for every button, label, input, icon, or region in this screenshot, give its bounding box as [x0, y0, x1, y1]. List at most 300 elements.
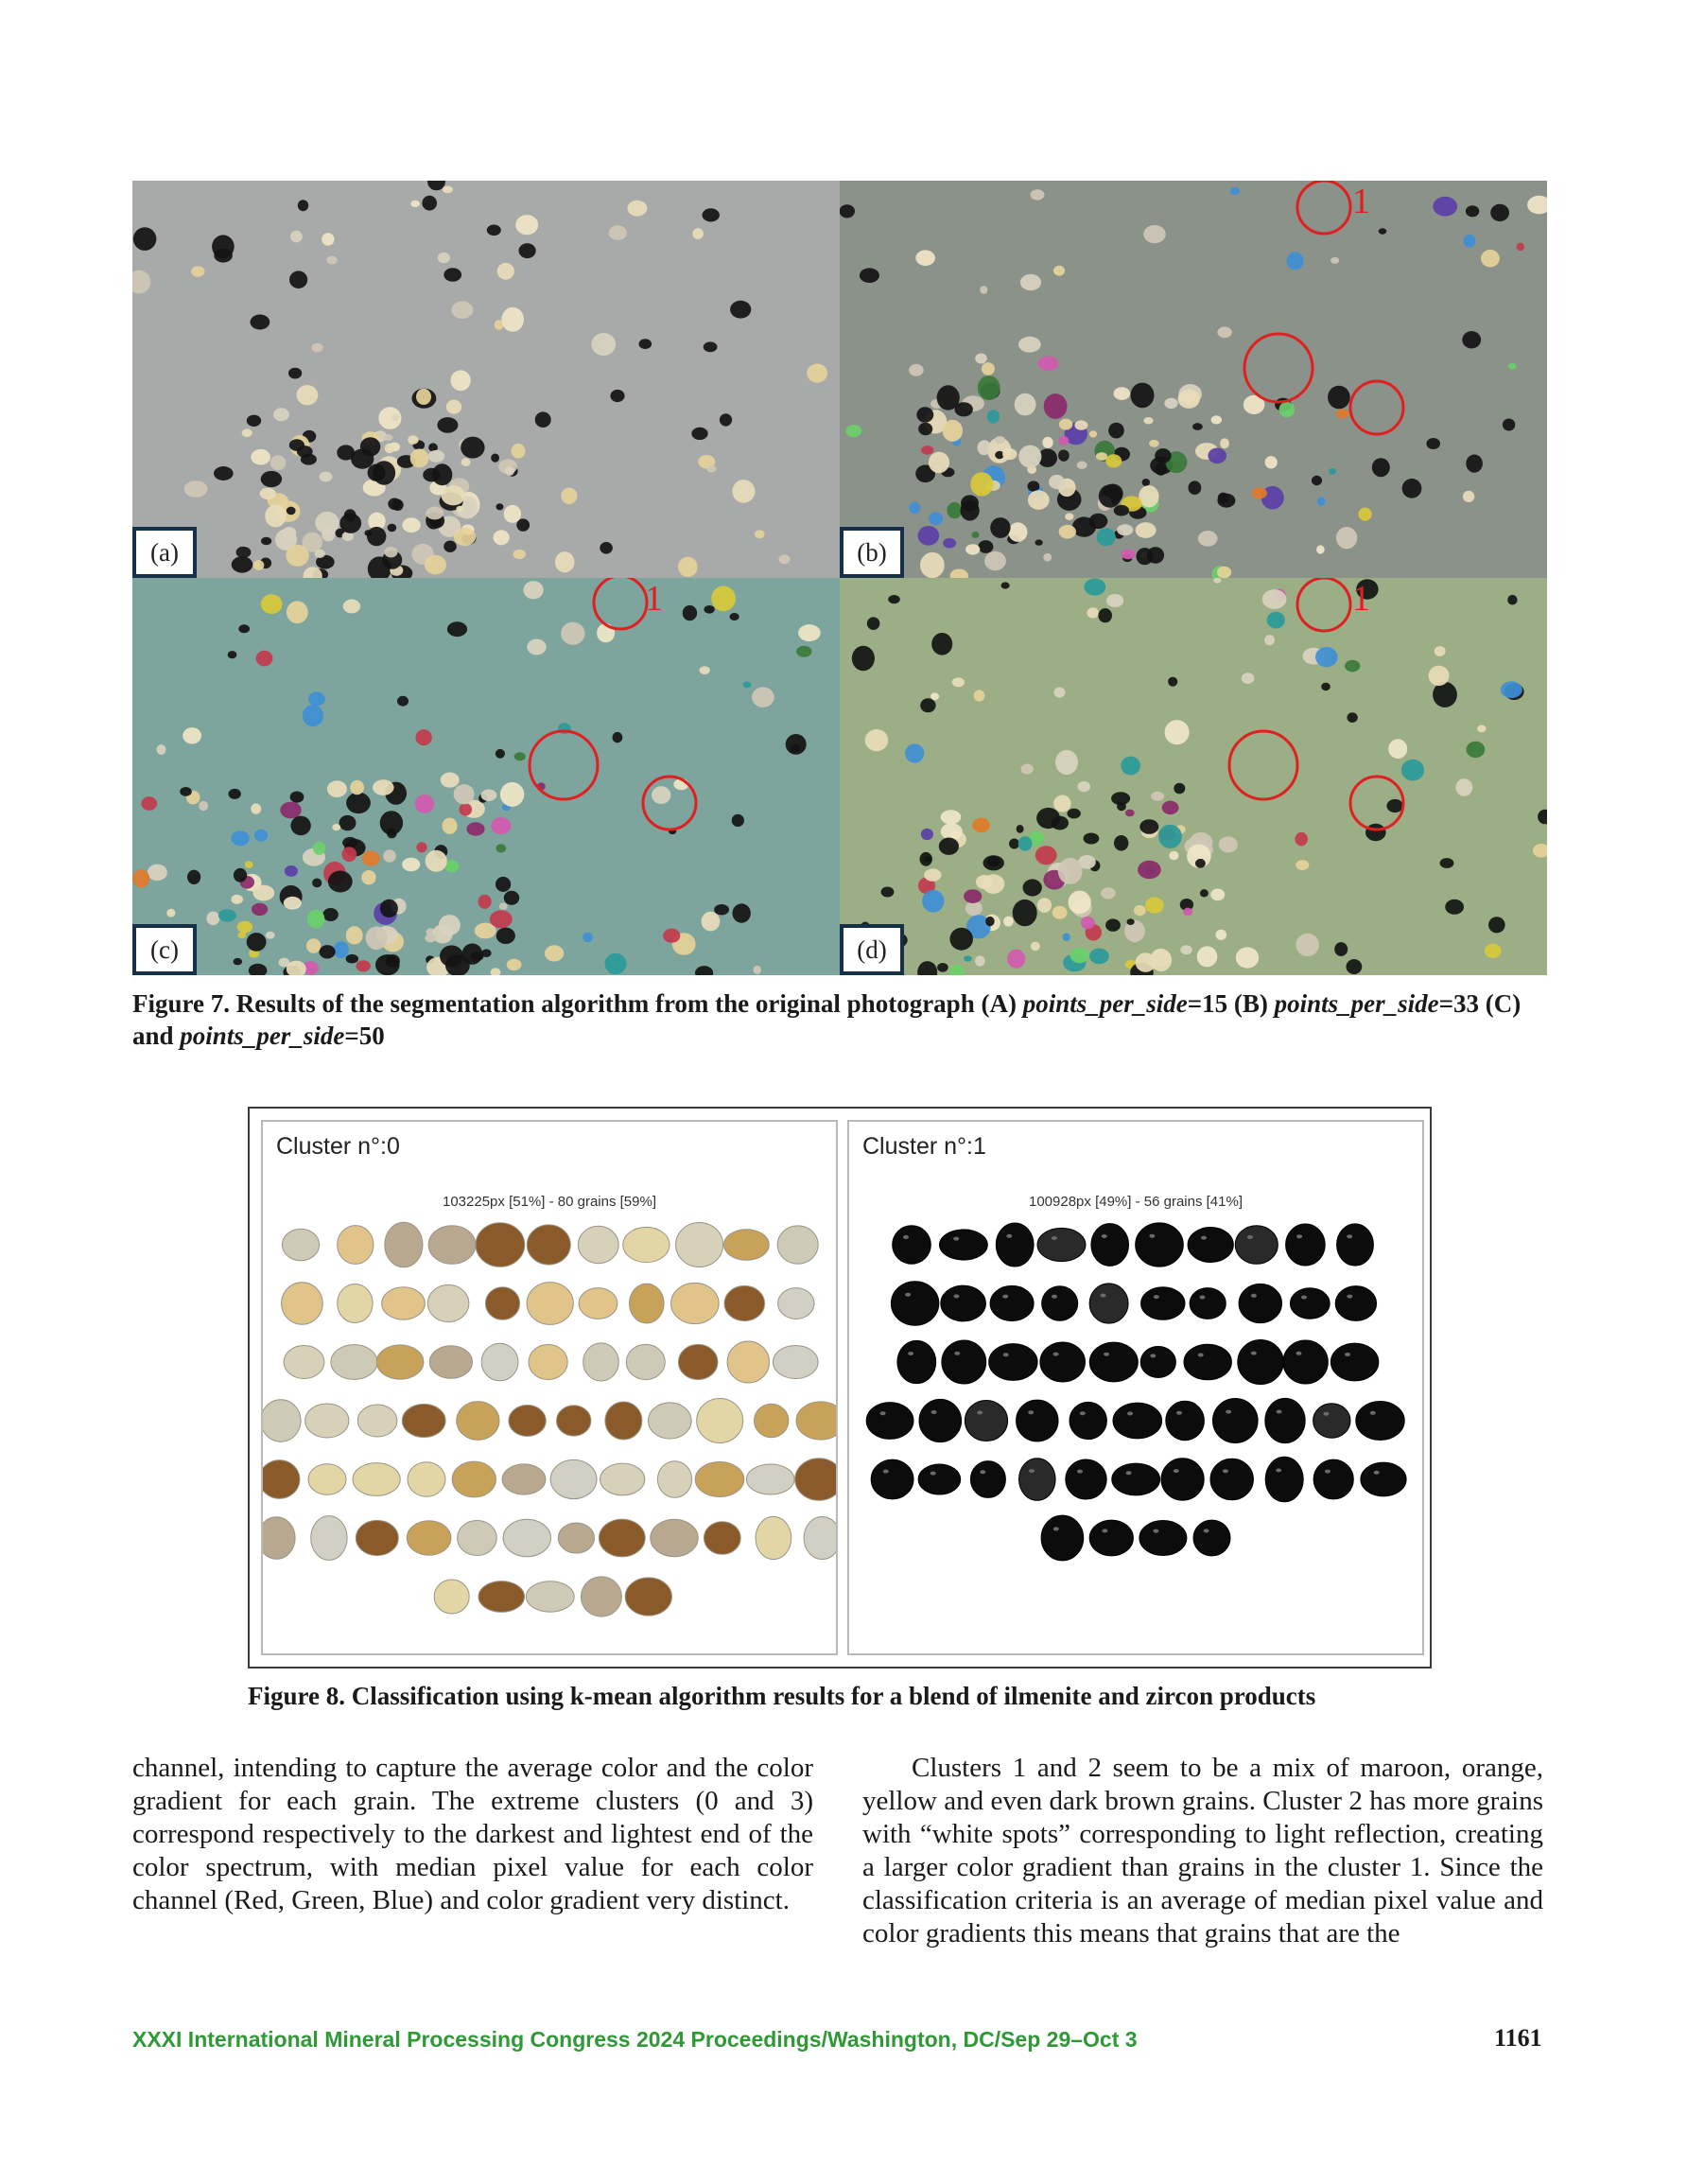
grain [702, 912, 721, 932]
grain [791, 744, 801, 753]
grain [385, 547, 398, 557]
grain [893, 1226, 931, 1264]
grain [1021, 764, 1034, 775]
grain [429, 1346, 472, 1379]
grain [1216, 930, 1227, 940]
grain [183, 727, 201, 743]
grain [428, 1226, 476, 1265]
grain [1137, 548, 1154, 565]
grain [1015, 393, 1036, 416]
grain [307, 910, 325, 929]
grain [496, 928, 515, 944]
grain [1328, 386, 1350, 410]
grain [1001, 582, 1010, 588]
grain [504, 891, 519, 905]
grain-highlight [1003, 1353, 1009, 1356]
grain [245, 861, 253, 868]
grain [605, 953, 627, 974]
grain [229, 789, 241, 799]
grain [373, 779, 394, 795]
grain [583, 1343, 619, 1381]
grain [1265, 1398, 1305, 1442]
grain [692, 228, 704, 239]
grain [461, 437, 484, 459]
panel-label-d: (d) [840, 924, 904, 975]
grain [1096, 452, 1107, 461]
grain [252, 885, 274, 901]
body-paragraph: channel, intending to capture the average color and the color gradient for each grain. The extreme clusters (0 and 3) correspond respectively to the darkest and lightest end of the color spectrum, with median pixel value for each color channel (Red, Green, Blue) and color gradient very distinct. [132, 1753, 813, 1915]
grain [1101, 887, 1116, 899]
grain [937, 963, 948, 972]
grain-highlight [1247, 1235, 1253, 1239]
grain [1038, 356, 1059, 371]
grain [452, 301, 474, 319]
grain [920, 552, 945, 578]
grain-highlight [1347, 1234, 1352, 1238]
grain [1169, 851, 1178, 861]
grain [583, 933, 593, 942]
grain [845, 425, 861, 437]
grain [984, 551, 1006, 570]
grain-highlight [1323, 1412, 1329, 1416]
grain [199, 801, 208, 811]
grain-highlight [980, 1470, 985, 1474]
grain [328, 871, 353, 893]
grain [1252, 487, 1267, 498]
grain [952, 677, 965, 687]
grain [284, 897, 302, 910]
grain [891, 1282, 938, 1326]
panel-c [132, 578, 840, 975]
grain [437, 417, 458, 433]
grain [346, 793, 371, 813]
grain [1210, 889, 1225, 901]
grain [263, 1460, 300, 1499]
grain [555, 551, 575, 572]
panel-label-b: (b) [840, 527, 904, 578]
grain [1081, 917, 1095, 929]
figure-8-caption: Figure 8. Classification using k-mean algorithm results for a blend of ilmenite and zircon products [248, 1682, 1316, 1710]
grain [1031, 189, 1045, 200]
grain [408, 435, 418, 445]
grain [1347, 712, 1357, 723]
grain [265, 504, 287, 527]
grain [1069, 891, 1091, 915]
grain [428, 450, 444, 463]
grain-highlight [1296, 1234, 1302, 1238]
cluster-0-grains [263, 1220, 836, 1636]
grain [339, 815, 357, 830]
grain-highlight [1002, 1295, 1008, 1299]
grain [231, 895, 243, 904]
body-column-right [862, 1752, 1543, 1950]
grain [711, 586, 736, 612]
grain [320, 472, 333, 482]
grain [627, 201, 647, 217]
grain [308, 692, 325, 707]
grain [1105, 454, 1122, 467]
grain [578, 1226, 618, 1263]
grain [451, 370, 471, 391]
grain-highlight [1102, 1234, 1107, 1238]
grain [978, 376, 1000, 400]
grain [509, 1406, 546, 1437]
caption-text: =33 (C) and [132, 989, 1522, 1050]
grain [331, 1345, 377, 1380]
grain [918, 423, 932, 436]
grain-highlight [1053, 1353, 1059, 1356]
grain [166, 909, 175, 917]
grain [513, 550, 526, 559]
grain [343, 600, 360, 614]
grain-highlight [1028, 1410, 1034, 1414]
panel-a [132, 181, 840, 578]
grain-highlight [905, 1293, 911, 1297]
grain [623, 1227, 670, 1262]
grain [918, 526, 940, 546]
grain [342, 837, 357, 848]
grain [990, 517, 1010, 538]
grain [184, 480, 208, 498]
grain [591, 333, 616, 356]
grain [929, 452, 949, 474]
grain [350, 780, 364, 795]
grain-highlight [1296, 1352, 1302, 1355]
grain [305, 1404, 349, 1438]
grain [1217, 567, 1231, 578]
grain [132, 869, 149, 887]
grain [1040, 1342, 1086, 1382]
grain [746, 1464, 794, 1494]
panel-b-image [840, 181, 1547, 578]
grain [346, 954, 358, 964]
grain [743, 681, 752, 688]
grain [865, 729, 889, 751]
grain [1070, 948, 1089, 963]
grain [1037, 1228, 1086, 1261]
grain [526, 1581, 574, 1612]
grain [373, 461, 395, 484]
grain [561, 488, 577, 504]
grain [922, 890, 944, 913]
grain [943, 538, 956, 549]
grain [1402, 479, 1422, 498]
grain [996, 1223, 1034, 1267]
grain [408, 1462, 445, 1497]
cluster-1-panel [847, 1120, 1424, 1655]
grain [754, 966, 762, 974]
grain [1091, 1224, 1129, 1267]
grain [452, 1461, 496, 1497]
grain [1217, 326, 1231, 338]
grain [881, 887, 895, 898]
grain [141, 796, 157, 811]
grain [442, 485, 465, 505]
grain-highlight [1052, 1295, 1057, 1299]
grain [706, 465, 716, 473]
panel-a-image [132, 181, 840, 578]
grain [610, 390, 624, 402]
grain [714, 904, 729, 915]
grain [1044, 393, 1068, 419]
grain [282, 1283, 323, 1324]
grain [1155, 448, 1171, 463]
grain [471, 952, 484, 961]
grain-highlight [1276, 1469, 1281, 1473]
grain-highlight [1200, 1296, 1206, 1300]
grain [947, 502, 962, 518]
grain [1114, 387, 1131, 400]
grain-highlight [883, 1470, 889, 1474]
grain [456, 506, 463, 512]
grain [375, 954, 400, 975]
grain [975, 955, 985, 966]
grain-highlight [1104, 1353, 1109, 1356]
grain [924, 868, 941, 881]
grain [916, 407, 933, 422]
grain [1236, 947, 1259, 968]
grain [1111, 792, 1130, 805]
grain [1440, 858, 1454, 868]
grain [651, 1519, 698, 1556]
grain [214, 466, 234, 480]
grain [410, 201, 420, 207]
grain [919, 1399, 962, 1441]
grain [697, 1399, 743, 1443]
grain [985, 917, 995, 926]
grain [1106, 594, 1123, 607]
grain [1219, 836, 1238, 852]
grain [1208, 448, 1226, 464]
grain [1139, 1521, 1187, 1556]
grain [683, 605, 697, 620]
grain [1180, 945, 1191, 954]
grain [376, 1345, 424, 1379]
grain-highlight [1154, 1295, 1159, 1299]
grain [332, 824, 340, 830]
grain [503, 1519, 550, 1556]
grain [1211, 415, 1222, 424]
grain [752, 687, 774, 708]
grain [1097, 528, 1116, 546]
grain [1007, 950, 1025, 969]
grain [1365, 824, 1386, 841]
grain [671, 1283, 720, 1323]
grain [1053, 795, 1071, 812]
grain [1158, 825, 1182, 848]
grain [649, 1403, 692, 1439]
grain [1122, 550, 1136, 560]
grain [1466, 455, 1483, 473]
grain [972, 818, 989, 833]
grain [1145, 897, 1164, 913]
grain [613, 732, 623, 743]
grain [527, 1225, 570, 1265]
grain [724, 1285, 765, 1320]
grain [1162, 801, 1179, 815]
grain [527, 639, 546, 655]
grain [261, 471, 282, 487]
grain [1433, 197, 1457, 217]
grain [1192, 423, 1203, 430]
grain [1023, 879, 1042, 896]
grain [1042, 1286, 1078, 1321]
grain [609, 225, 627, 240]
grain [496, 877, 511, 892]
caption-param: points_per_side [1274, 989, 1439, 1018]
grain [1121, 757, 1140, 776]
grain [1151, 792, 1164, 801]
grain [657, 1461, 691, 1498]
grain [1429, 666, 1450, 686]
grain [774, 1346, 819, 1379]
grain [313, 842, 325, 855]
grain [924, 856, 931, 862]
grain-highlight [903, 1235, 909, 1239]
grain [476, 1223, 525, 1267]
grain [1230, 187, 1241, 195]
grain [308, 1464, 346, 1495]
grain [605, 1402, 642, 1440]
grain [504, 505, 521, 523]
grain [1155, 463, 1166, 476]
grain [366, 926, 388, 950]
grain [804, 1517, 836, 1560]
grain [676, 1223, 723, 1267]
grain [1151, 949, 1172, 971]
grain [867, 617, 880, 630]
grain-highlight [1101, 1294, 1106, 1298]
grain [1197, 946, 1218, 967]
grain [380, 900, 398, 917]
grain [353, 1463, 400, 1496]
grain [1143, 417, 1153, 424]
grain [260, 488, 276, 499]
panel-b [840, 181, 1547, 578]
panel-label-c: (c) [132, 924, 197, 975]
grain [1037, 898, 1052, 913]
grain [356, 1520, 398, 1555]
grain [298, 200, 308, 211]
grain [943, 420, 963, 442]
grain [266, 932, 275, 939]
grain [1042, 437, 1052, 448]
grain [1077, 462, 1087, 469]
figure-7 [132, 181, 1547, 975]
grain [600, 542, 613, 554]
grain [1379, 228, 1387, 234]
grain [1189, 480, 1202, 495]
grain [443, 186, 453, 194]
grain-highlight [1102, 1529, 1107, 1532]
grain [1262, 589, 1287, 609]
grain [457, 1402, 499, 1441]
grain [1035, 846, 1057, 865]
footer-proceedings: XXXI International Mineral Processing Congress 2024 Proceedings/Washington, DC/Sep 29–Oct 3 [132, 2027, 1138, 2052]
grain [446, 400, 461, 414]
grain [466, 822, 484, 835]
grain [860, 268, 879, 283]
grain [1142, 479, 1150, 486]
grain [384, 434, 393, 441]
grain [514, 752, 526, 760]
grain [287, 507, 296, 515]
grain-highlight [1127, 1411, 1133, 1415]
grain [796, 646, 811, 657]
grain [261, 537, 271, 545]
grain [191, 266, 204, 276]
caption-text: =50 [344, 1022, 385, 1050]
grain [1345, 660, 1360, 673]
grain [1164, 398, 1177, 409]
grain-highlight [1077, 1470, 1083, 1474]
grain [778, 1288, 814, 1319]
grain [931, 633, 952, 655]
grain [730, 301, 751, 319]
grain [639, 339, 652, 349]
grain [974, 690, 985, 701]
grain [383, 849, 395, 863]
grain [1068, 809, 1081, 819]
grain [557, 1406, 591, 1436]
grain [1077, 781, 1090, 792]
grain-highlight [1053, 1527, 1059, 1530]
grain [1462, 331, 1481, 348]
grain [256, 651, 273, 667]
grain [303, 705, 323, 726]
grain [921, 829, 933, 840]
grain-highlight [1374, 1471, 1380, 1475]
grain [795, 1459, 836, 1501]
grain [380, 811, 403, 835]
grain [385, 1222, 423, 1267]
grain [1105, 918, 1121, 931]
grain [497, 263, 514, 280]
grain [1218, 493, 1229, 504]
grain [388, 524, 397, 533]
grain [940, 1230, 988, 1260]
grain [1113, 1403, 1162, 1439]
grain [663, 929, 680, 943]
grain [410, 448, 429, 467]
grain [1321, 683, 1330, 690]
grain [1503, 419, 1515, 431]
grain [625, 1578, 671, 1616]
grain [288, 368, 302, 379]
grain [1002, 448, 1017, 460]
grain [1166, 1401, 1205, 1440]
grain [724, 1230, 770, 1261]
grain [157, 744, 166, 755]
grain [481, 790, 497, 801]
marker-label: 1 [645, 579, 663, 619]
grain-highlight [930, 1472, 936, 1476]
grain [1195, 859, 1206, 868]
grain [496, 749, 505, 759]
grain [311, 343, 322, 352]
grain [626, 1344, 665, 1379]
grain [425, 555, 446, 575]
grain [1141, 1287, 1185, 1320]
grain [1356, 1402, 1404, 1441]
grain [523, 581, 543, 599]
grain [990, 1285, 1034, 1320]
grain [1372, 458, 1390, 477]
grain [1178, 390, 1200, 409]
grain [1184, 1344, 1231, 1380]
grain [929, 512, 943, 525]
grain [941, 810, 962, 824]
